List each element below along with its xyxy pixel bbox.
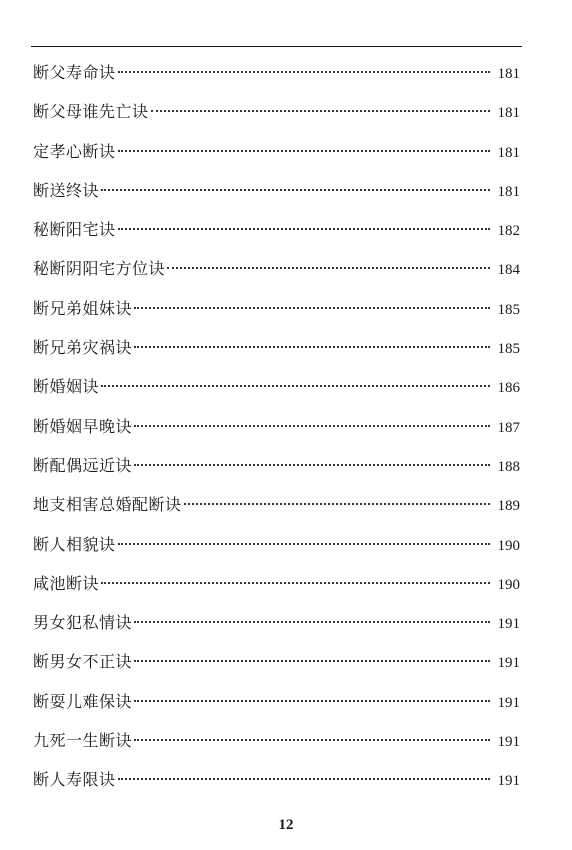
toc-dot-leader (118, 150, 490, 152)
toc-entry-title: 断婚姻早晚诀 (33, 416, 133, 436)
toc-entry-page: 191 (497, 694, 520, 711)
toc-entry-page: 182 (497, 223, 520, 240)
toc-entry-page: 186 (497, 380, 520, 397)
toc-entry[interactable] (33, 760, 520, 799)
toc-entry-page: 185 (497, 301, 520, 318)
toc-entry-page: 191 (497, 655, 520, 672)
page-number: 12 (278, 817, 294, 833)
toc-dot-leader (134, 621, 490, 623)
toc-entry-title: 断耍儿难保诀 (33, 691, 133, 711)
toc-entry-page: 181 (497, 183, 520, 200)
toc-entry[interactable] (33, 603, 520, 642)
toc-dot-leader (118, 543, 490, 545)
toc-entry-page: 184 (497, 262, 520, 279)
toc-dot-leader (134, 739, 490, 741)
toc-entry-page: 189 (497, 498, 520, 515)
toc-entry-title: 断配偶远近诀 (33, 455, 133, 475)
toc-entry[interactable] (33, 564, 520, 603)
toc-entry[interactable] (33, 407, 520, 446)
toc-dot-leader (134, 307, 490, 309)
toc-dot-leader (101, 582, 490, 584)
toc-dot-leader (118, 71, 490, 73)
toc-entry-page: 181 (497, 144, 520, 161)
toc-entry-page: 191 (497, 734, 520, 751)
toc-entry-title: 断父寿命诀 (33, 63, 116, 82)
toc-entry-title: 断送终诀 (33, 180, 100, 200)
toc-entry[interactable] (33, 289, 520, 328)
header-rule (31, 46, 522, 47)
toc-entry[interactable] (33, 485, 520, 524)
toc-entry[interactable] (33, 171, 520, 210)
toc-entry-title: 断父母谁先亡诀 (33, 102, 149, 122)
toc-entry-page: 181 (497, 66, 520, 82)
toc-entry-page: 185 (497, 341, 520, 358)
toc-entry-title: 断兄弟灾祸诀 (33, 338, 133, 358)
toc-entry-title: 男女犯私情诀 (33, 613, 133, 633)
toc-entry[interactable] (33, 328, 520, 367)
toc-entry-title: 断兄弟姐妹诀 (33, 298, 133, 318)
toc-entry[interactable] (33, 53, 520, 92)
toc-dot-leader (118, 778, 490, 780)
toc-dot-leader (167, 267, 490, 269)
toc-dot-leader (134, 346, 490, 348)
table-of-contents (33, 53, 520, 800)
toc-entry-page: 191 (497, 773, 520, 790)
toc-dot-leader (118, 228, 490, 230)
toc-entry[interactable] (33, 525, 520, 564)
toc-dot-leader (134, 464, 490, 466)
toc-entry-title: 地支相害总婚配断诀 (33, 495, 182, 515)
toc-dot-leader (134, 425, 490, 427)
toc-entry-page: 190 (497, 537, 520, 554)
toc-entry-page: 191 (497, 616, 520, 633)
toc-entry[interactable] (33, 721, 520, 760)
toc-entry-title: 断男女不正诀 (33, 652, 133, 672)
toc-entry[interactable] (33, 92, 520, 131)
toc-entry-title: 断人寿限诀 (33, 770, 116, 790)
toc-entry-page: 188 (497, 458, 520, 475)
toc-entry[interactable] (33, 210, 520, 249)
toc-entry-title: 断人相貌诀 (33, 534, 116, 554)
toc-entry-page: 181 (497, 105, 520, 122)
toc-entry-page: 187 (497, 419, 520, 436)
toc-dot-leader (134, 700, 490, 702)
toc-entry-title: 秘断阳宅诀 (33, 220, 116, 240)
toc-dot-leader (134, 660, 490, 662)
toc-dot-leader (184, 503, 490, 505)
toc-entry-title: 定孝心断诀 (33, 141, 116, 161)
toc-dot-leader (101, 189, 490, 191)
toc-entry-title: 秘断阴阳宅方位诀 (33, 259, 166, 279)
toc-entry-title: 断婚姻诀 (33, 377, 100, 397)
toc-dot-leader (151, 110, 490, 112)
toc-entry-title: 九死一生断诀 (33, 731, 133, 751)
toc-entry-page: 190 (497, 576, 520, 593)
toc-entry[interactable] (33, 132, 520, 171)
toc-entry-title: 咸池断诀 (33, 573, 100, 593)
toc-entry[interactable] (33, 249, 520, 288)
toc-dot-leader (101, 385, 490, 387)
toc-entry[interactable] (33, 446, 520, 485)
toc-entry[interactable] (33, 682, 520, 721)
toc-entry[interactable] (33, 367, 520, 406)
toc-entry[interactable] (33, 642, 520, 681)
